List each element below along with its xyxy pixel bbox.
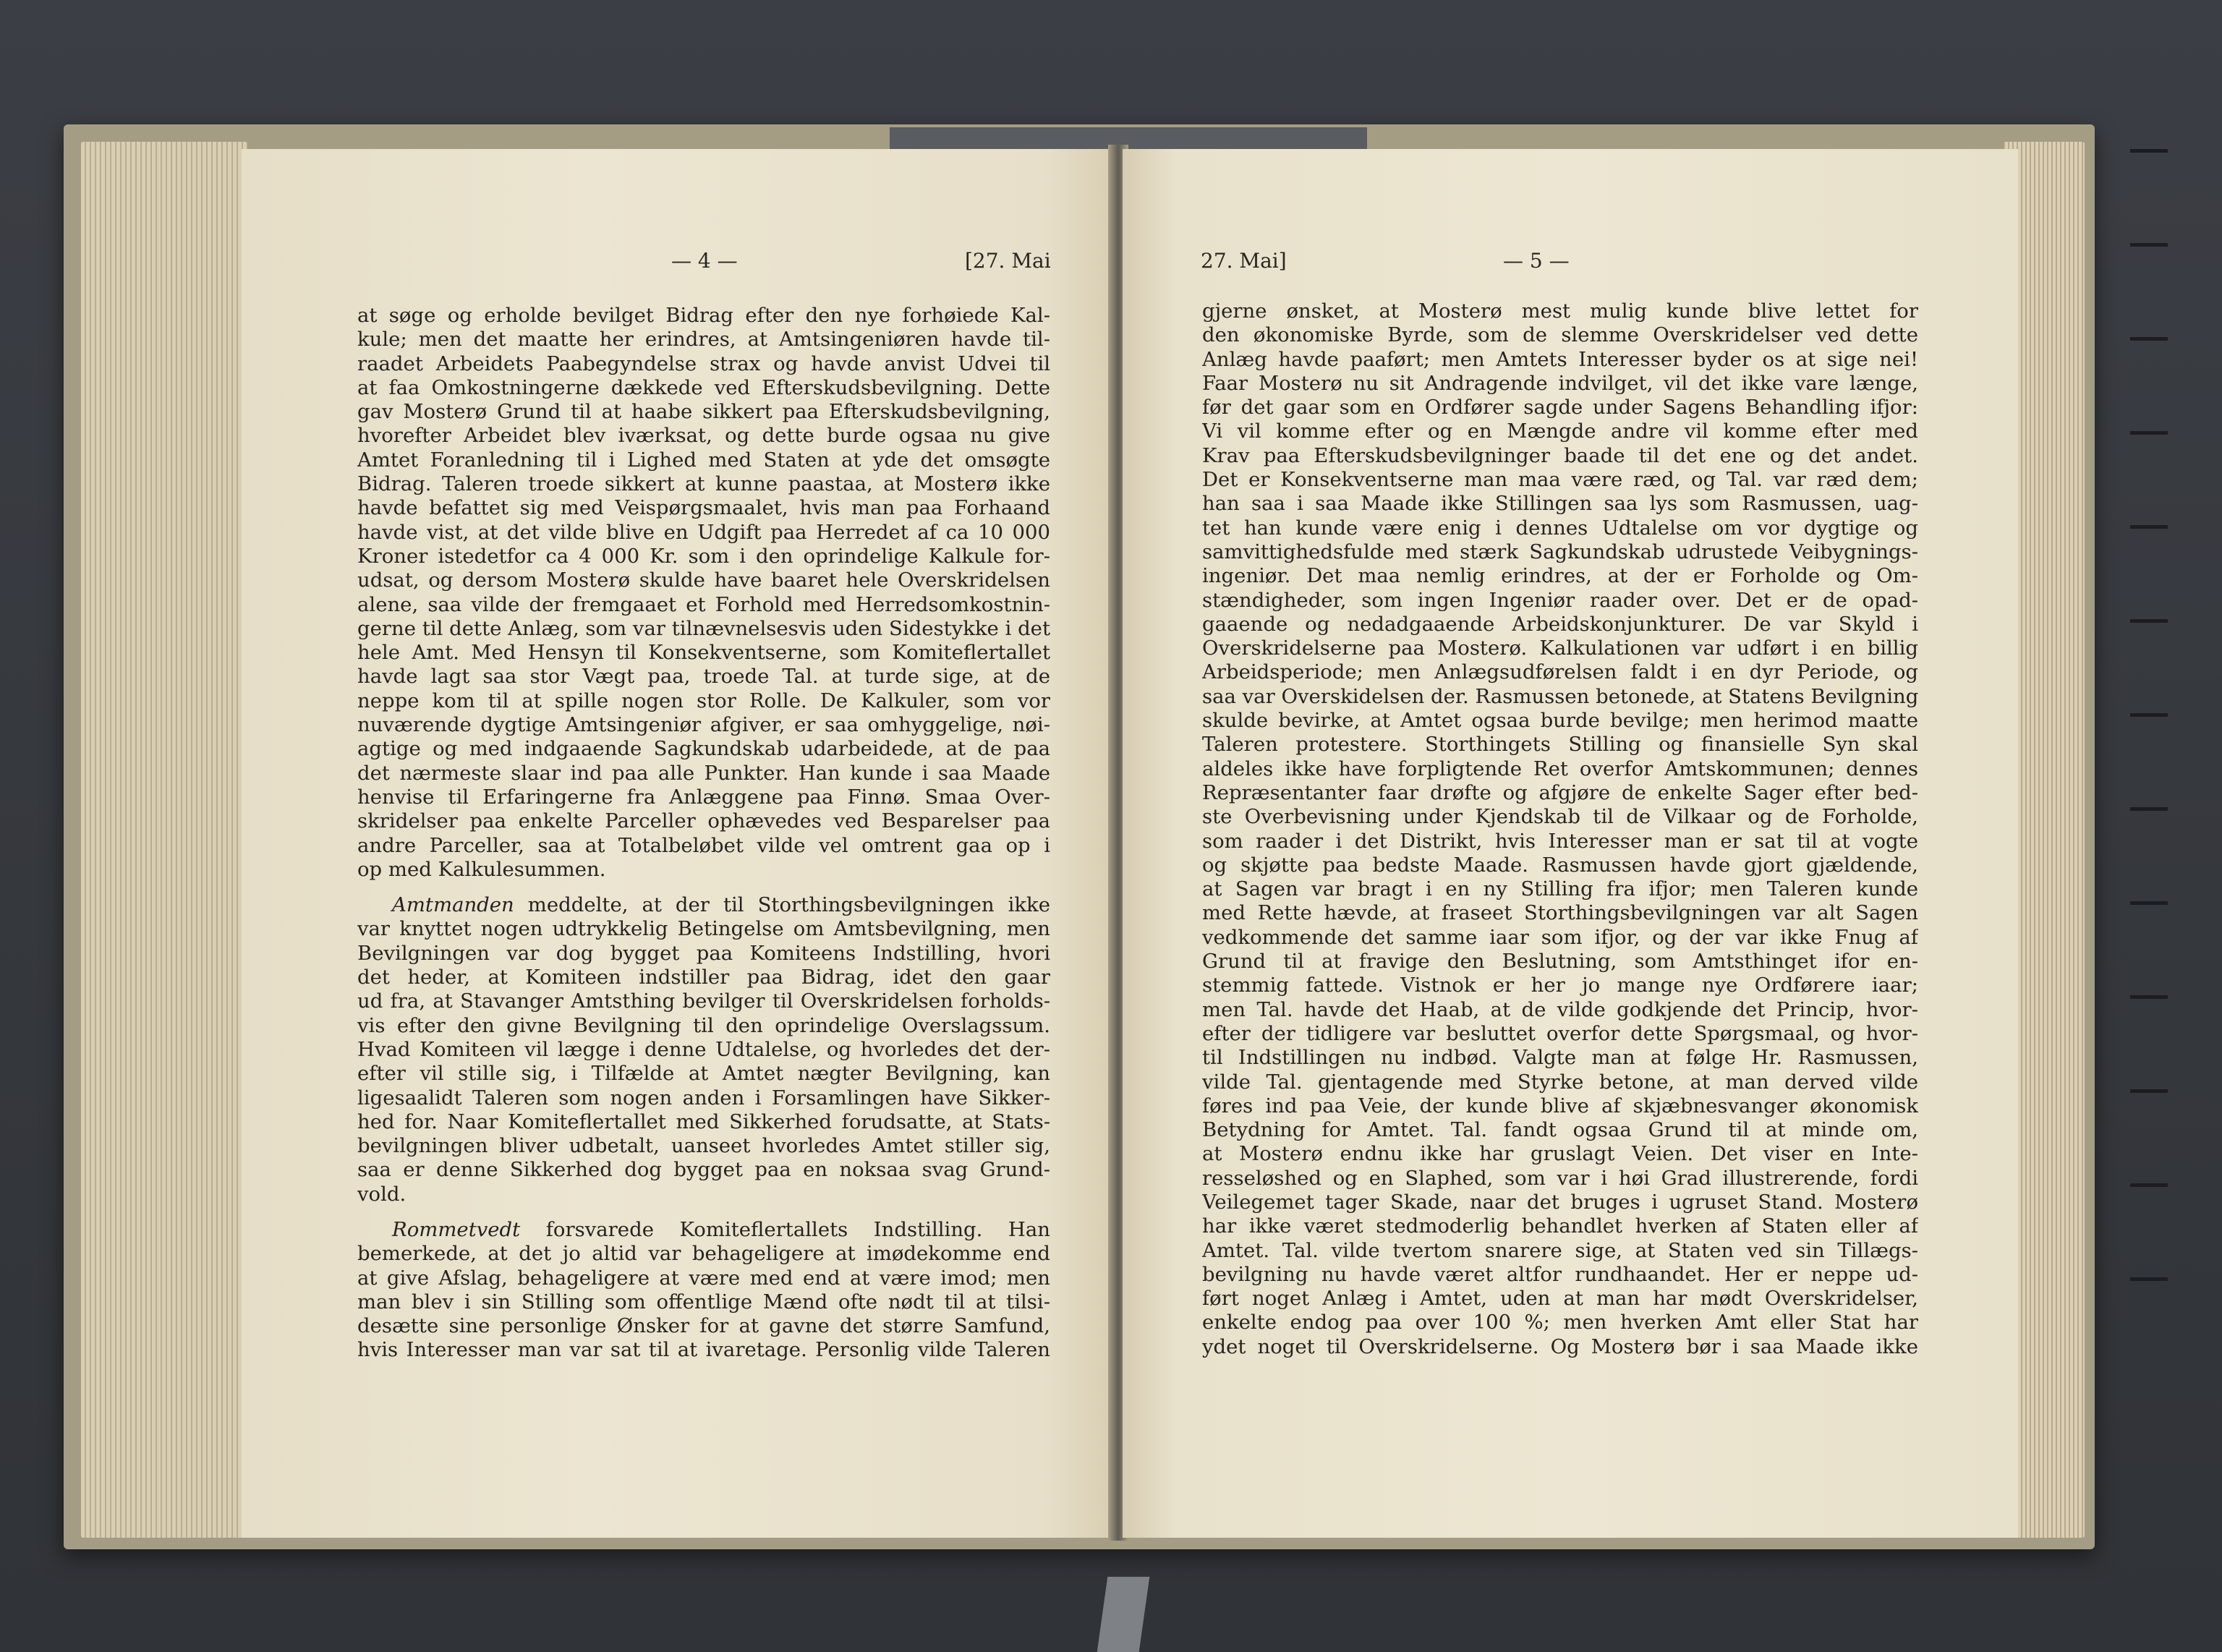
scanner-side-mark [2130, 1089, 2168, 1093]
text-line: havde befattet sig med Veispørgsmaalet, hvis man paa Forhaand [357, 496, 1050, 520]
scanner-side-mark [2130, 525, 2168, 529]
text-line: ste Overbevisning under Kjendskab til de Vilkaar og de Forholde, [1202, 805, 1918, 829]
text-line: op med Kalkulesummen. [357, 857, 606, 881]
text-line: gav Mosterø Grund til at haabe sikkert paa Efterskudsbevilgning, [357, 400, 1050, 424]
text-line: bevilgningen bliver udbetalt, uanseet hvorledes Amtet stiller sig, [357, 1134, 1050, 1158]
text-line: men Tal. havde det Haab, at de vilde godkjende det Princip, hvor- [1202, 997, 1918, 1021]
scanner-side-mark [2130, 243, 2168, 247]
text-line: desætte sine personlige Ønsker for at gavne det større Samfund, [357, 1314, 1050, 1338]
text-line: Grund til at fravige den Beslutning, som Amtsthinget ifor en- [1202, 950, 1918, 974]
text-line: ført noget Anlæg i Amtet, uden at man har mødt Overskridelser, [1202, 1287, 1918, 1311]
text-line: til Indstillingen nu indbød. Valgte man at følge Hr. Rasmussen, [1202, 1046, 1918, 1070]
text-line: man blev i sin Stilling som offentlige Mænd ofte nødt til at tilsi- [357, 1290, 1050, 1313]
text-line: nuværende dygtige Amtsingeniør afgiver, er saa omhyggelige, nøi- [357, 713, 1050, 737]
text-line: alene, saa vilde der fremgaaet et Forhold med Herredsomkostnin- [357, 592, 1050, 616]
text-line: at Mosterø endnu ikke har gruslagt Veien. Det viser en Inte- [1202, 1142, 1918, 1166]
left-page-date: [27. Mai [965, 249, 1051, 273]
text-line: havde lagt saa stor Vægt paa, troede Tal. at turde sige, at de [357, 665, 1050, 689]
text-line: som raader i det Distrikt, hvis Interesser man er sat til at vogte [1202, 829, 1918, 853]
scanner-side-mark [2130, 337, 2168, 341]
text-line: henvise til Erfaringerne fra Anlæggene paa Finnø. Smaa Over- [357, 785, 1050, 809]
text-line: han saa i saa Maade ikke Stillingen saa lys som Rasmussen, uag- [1202, 492, 1918, 516]
text-line: Arbeidsperiode; men Anlægsudførelsen faldt i en dyr Periode, og [1202, 660, 1918, 684]
text-line: at give Afslag, behageligere at være med end at være imod; men [357, 1266, 1050, 1290]
text-line: kule; men det maatte her erindres, at Amtsingeniøren havde til- [357, 328, 1050, 352]
text-line: at faa Omkostningerne dækkede ved Efterskudsbevilgning. Dette [357, 375, 1050, 399]
text-line: neppe kom til at spille nogen stor Rolle. De Kalkuler, som vor [357, 689, 1050, 712]
text-line: vold. [357, 1182, 406, 1206]
text-line: at Sagen var bragt i en ny Stilling fra ifjor; men Taleren kunde [1202, 877, 1918, 901]
text-line: bemerkede, at det jo altid var behageligere at imødekomme end [357, 1242, 1050, 1266]
text-line: Det er Konsekventserne man maa være ræd, og Tal. var ræd dem; [1202, 468, 1918, 492]
text-line: før det gaar som en Ordfører sagde under Sagens Behandling ifjor: [1202, 396, 1918, 420]
text-line: Bevilgningen var dog bygget paa Komiteens Indstilling, hvori [357, 941, 1050, 965]
left-page-body [357, 304, 1050, 1363]
text-line: Krav paa Efterskudsbevilgninger baade til det ene og det andet. [1202, 443, 1918, 467]
text-line: Faar Mosterø nu sit Andragende indvilget, vil det ikke vare længe, [1202, 371, 1918, 395]
text-line: bevilgning nu havde været altfor rundhaandet. Her er neppe ud- [1202, 1262, 1918, 1286]
spine-band [890, 127, 1367, 149]
text-line: at søge og erholde bevilget Bidrag efter den nye forhøiede Kal- [357, 304, 1050, 327]
text-line [357, 893, 1050, 917]
scanner-side-mark [2130, 1183, 2168, 1187]
scanner-side-mark [2130, 149, 2168, 153]
text-line: gerne til dette Anlæg, som var tilnævnelsesvis uden Sidestykke i det [357, 616, 1050, 640]
text-line: Overskridelserne paa Mosterø. Kalkulationen var udført i en billig [1202, 636, 1918, 660]
scanner-side-mark [2130, 807, 2168, 811]
text-line: ingeniør. Det maa nemlig erindres, at der er Forholde og Om- [1202, 564, 1918, 588]
left-page [242, 149, 1114, 1538]
text-line: skulde bevirke, at Amtet ogsaa burde bevilge; men herimod maatte [1202, 709, 1918, 733]
text-line: og skjøtte paa bedste Maade. Rasmussen havde gjort gjældende, [1202, 853, 1918, 877]
text-line: saa er denne Sikkerhed dog bygget paa en noksaa svag Grund- [357, 1158, 1050, 1182]
paragraph-gap [357, 1206, 1050, 1218]
text-line: Bidrag. Taleren troede sikkert at kunne paastaa, at Mosterø ikke [357, 472, 1050, 496]
text-line: udsat, og dersom Mosterø skulde have baaret hele Overskridelsen [357, 569, 1050, 592]
scanner-side-mark [2130, 713, 2168, 717]
text-line: vedkommende det samme iaar som ifjor, og der var ikke Fnug af [1202, 925, 1918, 949]
text-line: hvorefter Arbeidet blev iværksat, og dette burde ogsaa nu give [357, 424, 1050, 448]
text-line: Vi vil komme efter og en Mængde andre vil komme efter med [1202, 420, 1918, 443]
left-page-edges [81, 142, 247, 1538]
text-line: det heder, at Komiteen indstiller paa Bidrag, idet den gaar [357, 966, 1050, 989]
text-line: Hvad Komiteen vil lægge i denne Udtalelse, og hvorledes det der- [357, 1037, 1050, 1061]
text-line: havde vist, at det vilde blive en Udgift paa Herredet af ca 10 000 [357, 520, 1050, 544]
side-marks [2130, 137, 2174, 1367]
text-line: ydet noget til Overskridelserne. Og Mosterø bør i saa Maade ikke [1202, 1334, 1918, 1358]
text-line: ligesaalidt Taleren som nogen anden i Forsamlingen have Sikker- [357, 1086, 1050, 1110]
text-line: vis efter den givne Bevilgning til den oprindelige Overslagssum. [357, 1013, 1050, 1037]
text-line: enkelte endog paa over 100 %; men hverken Amt eller Stat har [1202, 1311, 1918, 1334]
text-line: hed for. Naar Komiteflertallet med Sikkerhed forudsatte, at Stats- [357, 1110, 1050, 1133]
text-line: resseløshed og en Slaphed, som var i høi Grad illustrerende, fordi [1202, 1166, 1918, 1190]
text-line: tet han kunde være enig i dennes Udtalelse om vor dygtige og [1202, 516, 1918, 540]
scanner-side-mark [2130, 619, 2168, 623]
scanner-side-mark [2130, 431, 2168, 435]
text-line: Amtet Foranledning til i Lighed med Staten at yde det omsøgte [357, 448, 1050, 472]
text-line: det nærmeste slaar ind paa alle Punkter. Han kunde i saa Maade [357, 761, 1050, 785]
text-line: Betydning for Amtet. Tal. fandt ogsaa Grund til at minde om, [1202, 1118, 1918, 1142]
text-line: har ikke været stedmoderlig behandlet hverken af Staten eller af [1202, 1214, 1918, 1238]
speaker-name: Amtmanden [392, 893, 514, 917]
left-page-number: — 4 — [671, 249, 738, 273]
scanner-side-mark [2130, 995, 2168, 999]
text-line: var knyttet nogen udtrykkelig Betingelse om Amtsbevilgning, men [357, 917, 1050, 941]
text-line: ud fra, at Stavanger Amtsthing bevilger til Overskridelsen forholds- [357, 989, 1050, 1013]
text-line: gaaende og nedadgaaende Arbeidskonjunkturer. De var Skyld i [1202, 612, 1918, 636]
text-line-rest: forsvarede Komiteflertallets Indstilling. Han [520, 1217, 1050, 1241]
text-line: efter der tidligere var besluttet overfor dette Spørgsmaal, og hvor- [1202, 1021, 1918, 1045]
speaker-name: Rommetvedt [392, 1217, 521, 1241]
text-line: Taleren protestere. Storthingets Stilling og finansielle Syn skal [1202, 733, 1918, 757]
text-line: aldeles ikke have forpligtende Ret overfor Amtskommunen; dennes [1202, 757, 1918, 780]
text-line: stemmig fattede. Vistnok er her jo mange nye Ordførere iaar; [1202, 974, 1918, 997]
text-line: Anlæg havde paaført; men Amtets Interesser byder os at sige nei! [1202, 347, 1918, 371]
text-line: efter vil stille sig, i Tilfælde at Amtet nægter Bevilgning, kan [357, 1062, 1050, 1086]
scanner-side-mark [2130, 901, 2168, 905]
paragraph-gap [357, 882, 1050, 893]
text-line: føres ind paa Veie, der kunde blive af skjæbnesvanger økonomisk [1202, 1094, 1918, 1117]
text-line: saa var Overskidelsen der. Rasmussen betonede, at Statens Bevilgning [1202, 684, 1918, 708]
text-line: den økonomiske Byrde, som de slemme Overskridelser ved dette [1202, 323, 1918, 347]
text-line: Kroner istedetfor ca 4 000 Kr. som i den oprindelige Kalkule for- [357, 544, 1050, 568]
scanner-side-mark [2130, 1277, 2168, 1281]
right-page-body [1202, 299, 1918, 1359]
right-page [1123, 149, 2018, 1538]
text-line: Veilegemet tager Skade, naar det bruges i ugruset Stand. Mosterø [1202, 1190, 1918, 1214]
text-line: andre Parceller, saa at Totalbeløbet vilde vel omtrent gaa op i [357, 833, 1050, 857]
text-line: vilde Tal. gjentagende med Styrke betone, at man derved vilde [1202, 1070, 1918, 1094]
text-line: hele Amt. Med Hensyn til Konsekventserne, som Komiteflertallet [357, 641, 1050, 665]
text-line: raadet Arbeidets Paabegyndelse strax og havde anvist Udvei til [357, 352, 1050, 375]
text-line: agtige og med indgaaende Sagkundskab udarbeidede, at de paa [357, 737, 1050, 761]
text-line-rest: meddelte, at der til Storthingsbevilgningen ikke [514, 893, 1050, 917]
right-page-number: — 5 — [1503, 249, 1570, 273]
text-line: stændigheder, som ingen Ingeniør raader over. Det er de opad- [1202, 588, 1918, 612]
text-line: gjerne ønsket, at Mosterø mest mulig kunde blive lettet for [1202, 299, 1918, 323]
text-line: hvis Interesser man var sat til at ivaretage. Personlig vilde Taleren [357, 1338, 1050, 1362]
text-line: Amtet. Tal. vilde tvertom snarere sige, at Staten ved sin Tillægs- [1202, 1238, 1918, 1262]
text-line: med Rette hævde, at fraseet Storthingsbevilgningen var alt Sagen [1202, 901, 1918, 925]
text-line: skridelser paa enkelte Parceller ophævedes ved Besparelser paa [357, 809, 1050, 833]
text-line: Repræsentanter faar drøfte og afgjøre de enkelte Sager efter bed- [1202, 780, 1918, 804]
text-line: samvittighedsfulde med stærk Sagkundskab udrustede Veibygnings- [1202, 540, 1918, 563]
text-line [357, 1218, 1050, 1242]
right-page-date: 27. Mai] [1201, 249, 1287, 273]
